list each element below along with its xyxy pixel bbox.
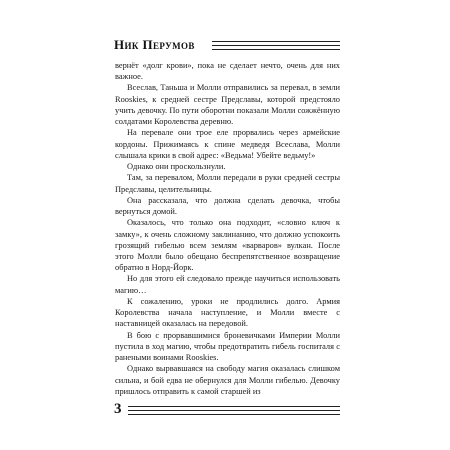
paragraph: Там, за перевалом, Молли передали в руки средней сестры Предславы, целительницы. — [115, 173, 340, 194]
header-rule-line — [212, 45, 340, 46]
running-header — [114, 36, 340, 56]
body-text — [115, 60, 340, 397]
page-number: 3 — [114, 401, 122, 417]
paragraph: К сожалению, уроки не продлились долго. Армия Королевства начала наступление, и Молли вместе с наставницей оказалась на передовой. — [115, 296, 340, 329]
header-rule-line — [212, 41, 340, 42]
header-rule-line — [212, 49, 340, 50]
paragraph: В бою с прорвавшимися броневичками Империи Молли пустила в ход магию, чтобы предотвратить гибель госпиталя с ранеными воинами Rooskies. — [115, 330, 340, 363]
footer-rules — [128, 406, 340, 415]
paragraph: На перевале они трое еле прорвались через армейские кордоны. Прижимаясь к спине медведя Всеслава, Молли слышала крики в свой адрес: «Ведьма! Убейте ведьму!» — [115, 128, 340, 160]
paragraph: Всеслав, Таньша и Молли отправились за перевал, в земли Rooskies, к средней сестре Предславы, которой предстояло учить девочку. По пути оборотни показали Молли сожжённую солдатами Королевства деревню. — [115, 83, 340, 127]
header-rules — [212, 41, 340, 50]
paragraph: Оказалось, что только она подходит, «словно ключ к замку», к очень сложному заклинанию, что должно успокоить грозящий гибелью всем землям «варваров» вулкан. После этого Молли было обещано беспрепятственное возвращение обратно в Норд-Йорк. — [115, 218, 340, 273]
paragraph: Но для этого ей следовало прежде научиться использовать магию… — [115, 274, 340, 295]
running-footer — [114, 402, 340, 420]
paragraph: Однако вырвавшаяся на свободу магия оказалась слишком сильна, и бой едва не обернулся для Молли гибелью. Девочку пришлось отправить к самой старшей из — [115, 364, 340, 396]
footer-rule-line — [128, 410, 340, 411]
paragraph: Она рассказала, что должна сделать девочка, чтобы вернуться домой. — [115, 195, 340, 217]
footer-rule-line — [128, 414, 340, 415]
paragraph: вернёт «долг крови», пока не сделает нечто, очень для них важное. — [115, 61, 340, 82]
author-name: Ник Перумов — [114, 37, 195, 52]
paragraph: Однако они проскользнули. — [127, 162, 226, 172]
footer-rule-line — [128, 406, 340, 407]
